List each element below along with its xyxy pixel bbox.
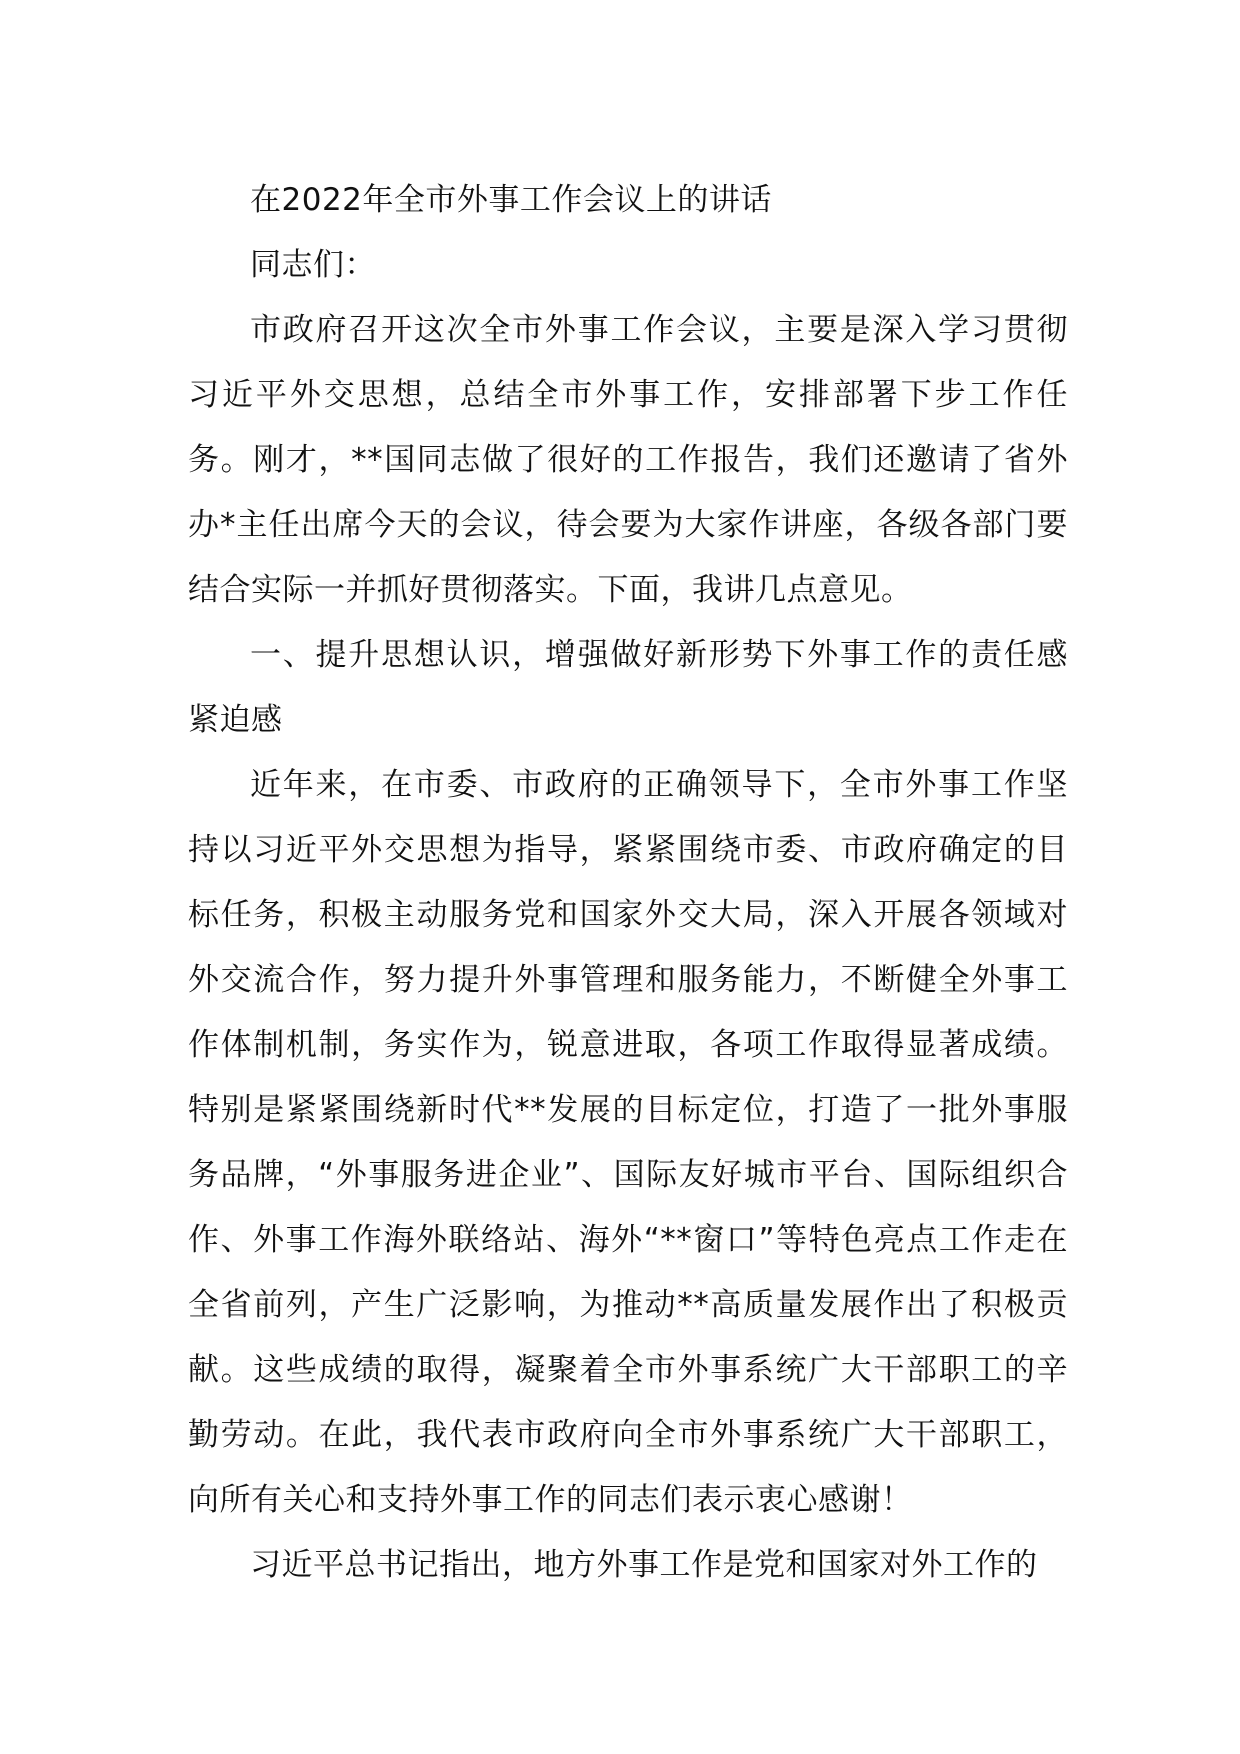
paragraph-intro: 市政府召开这次全市外事工作会议，主要是深入学习贯彻习近平外交思想，总结全市外事工作，安排部署下步工作任务。刚才，**国同志做了很好的工作报告，我们还邀请了省外办*主任出席今天的会议，待会要为大家作讲座，各级各部门要结合实际一并抓好贯彻落实。下面，我讲几点意见。 <box>188 312 1068 608</box>
paragraph-achievements: 近年来，在市委、市政府的正确领导下，全市外事工作坚持以习近平外交思想为指导，紧紧围绕市委、市政府确定的目标任务，积极主动服务党和国家外交大局，深入开展各领域对外交流合作，努力提升外事管理和服务能力，不断健全外事工作体制机制，务实作为，锐意进取，各项工作取得显著成绩。特别是紧紧围绕新时代**发展的目标定位，打造了一批外事服务品牌，“外事服务进企业”、国际友好城市平台、国际组织合作、外事工作海外联络站、海外“**窗口”等特色亮点工作走在全省前列，产生广泛影响，为推动**高质量发展作出了积极贡献。这些成绩的取得，凝聚着全市外事系统广大干部职工的辛勤劳动。在此，我代表市政府向全市外事系统广大干部职工，向所有关心和支持外事工作的同志们表示衷心感谢！ <box>188 767 1068 1518</box>
salutation: 同志们： <box>250 247 376 283</box>
section-heading-one: 一、提升思想认识，增强做好新形势下外事工作的责任感紧迫感 <box>188 637 1068 738</box>
document-body <box>188 168 1068 1598</box>
document-title: 在2022年全市外事工作会议上的讲话 <box>250 182 772 218</box>
paragraph-quote: 习近平总书记指出，地方外事工作是党和国家对外工作的 <box>250 1547 1038 1583</box>
